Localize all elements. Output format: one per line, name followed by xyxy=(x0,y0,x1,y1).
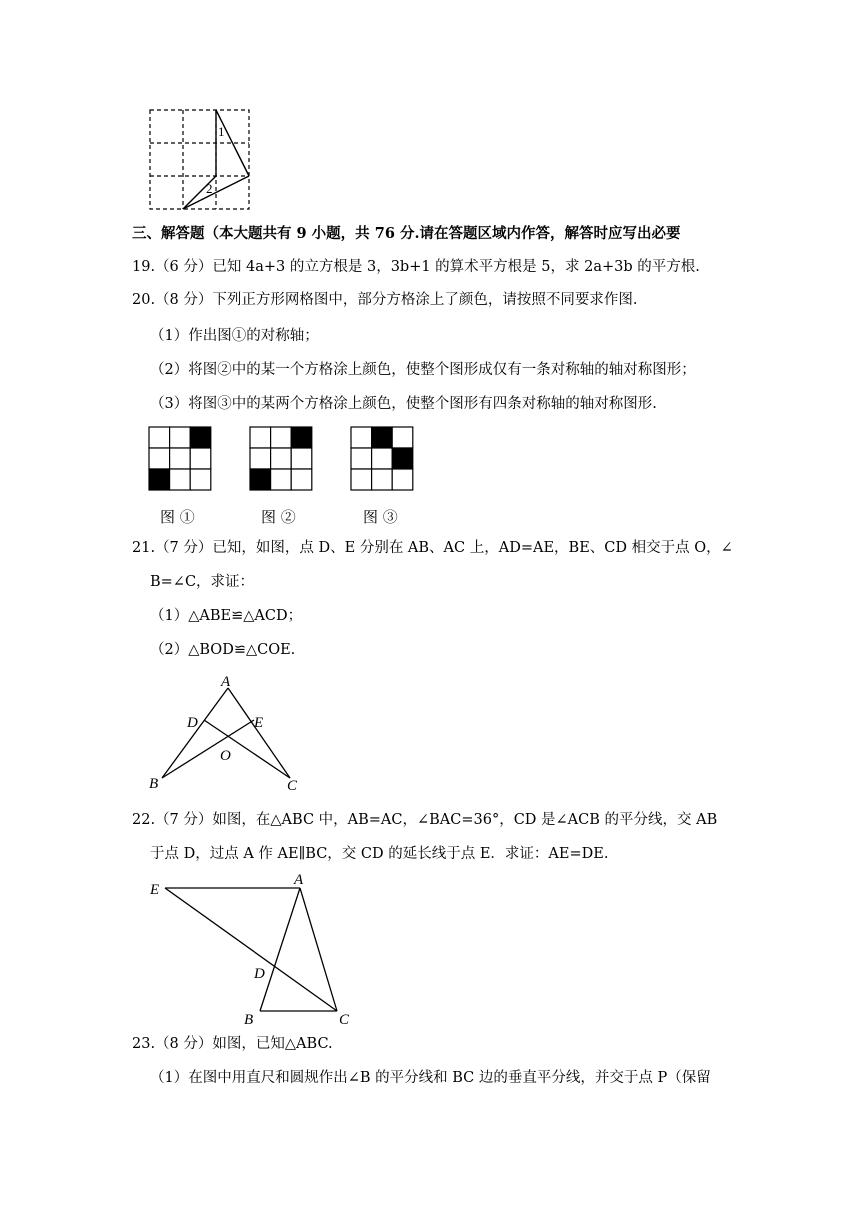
grid-figure-3 xyxy=(350,426,414,492)
point-E-label-q22: E xyxy=(150,882,160,898)
grid-figure-1 xyxy=(148,426,212,492)
point-E-label: E xyxy=(254,715,264,731)
figure-caption-3: 图 ③ xyxy=(363,508,398,526)
q19-text: 19.（6 分）已知 4a+3 的立方根是 3，3b+1 的算术平方根是 5，求 2a+3b 的平方根. xyxy=(132,259,700,275)
q22-line2: 于点 D，过点 A 作 AE∥BC，交 CD 的延长线于点 E．求证：AE=DE. xyxy=(150,846,609,862)
q20-part3: （3）将图③中的某两个方格涂上颜色，使整个图形有四条对称轴的轴对称图形. xyxy=(150,396,657,412)
q20-stem: 20.（8 分）下列正方形网格图中，部分方格涂上了颜色，请按照不同要求作图. xyxy=(132,292,638,308)
point-A-label-q22: A xyxy=(294,872,304,888)
point-C-label-q22: C xyxy=(339,1012,350,1028)
q20-part2: （2）将图②中的某一个方格涂上颜色，使整个图形成仅有一条对称轴的轴对称图形； xyxy=(150,362,696,378)
angle-2-label: 2 xyxy=(206,181,213,196)
q21-part2: （2）△BOD≌△COE. xyxy=(150,642,296,658)
q22-triangle-figure xyxy=(140,870,360,1030)
angle-1-label: 1 xyxy=(218,124,225,139)
q21-triangle-figure xyxy=(140,672,310,797)
point-B-label-q22: B xyxy=(244,1012,254,1028)
grid-figure-2 xyxy=(249,426,313,492)
q20-part1: （1）作出图①的对称轴； xyxy=(150,328,319,344)
point-D-label: D xyxy=(187,715,198,731)
questions-text xyxy=(132,0,832,1216)
section3-heading: 三、解答题（本大题共有 9 小题，共 76 分.请在答题区域内作答，解答时应写出必要 xyxy=(132,225,681,242)
q21-line1: 21.（7 分）已知，如图，点 D、E 分别在 AB、AC 上，AD=AE，BE、CD 相交于点 O，∠ xyxy=(132,540,733,556)
q21-part1: （1）△ABE≌△ACD； xyxy=(150,608,303,624)
figure-caption-1: 图 ① xyxy=(160,508,195,526)
q21-line2: B=∠C，求证： xyxy=(150,574,255,590)
point-O-label: O xyxy=(220,748,231,764)
figure-caption-2: 图 ② xyxy=(261,508,296,526)
point-C-label: C xyxy=(287,778,298,794)
q23-stem: 23.（8 分）如图，已知△ABC. xyxy=(132,1036,333,1052)
q22-line1: 22.（7 分）如图，在△ABC 中，AB=AC，∠BAC=36°，CD 是∠ACB 的平分线，交 AB xyxy=(132,812,718,828)
point-B-label: B xyxy=(149,776,159,792)
point-A-label: A xyxy=(221,674,231,690)
q23-part1: （1）在图中用直尺和圆规作出∠B 的平分线和 BC 边的垂直平分线，并交于点 P（保留 xyxy=(150,1070,711,1086)
point-D-label-q22: D xyxy=(254,966,265,982)
